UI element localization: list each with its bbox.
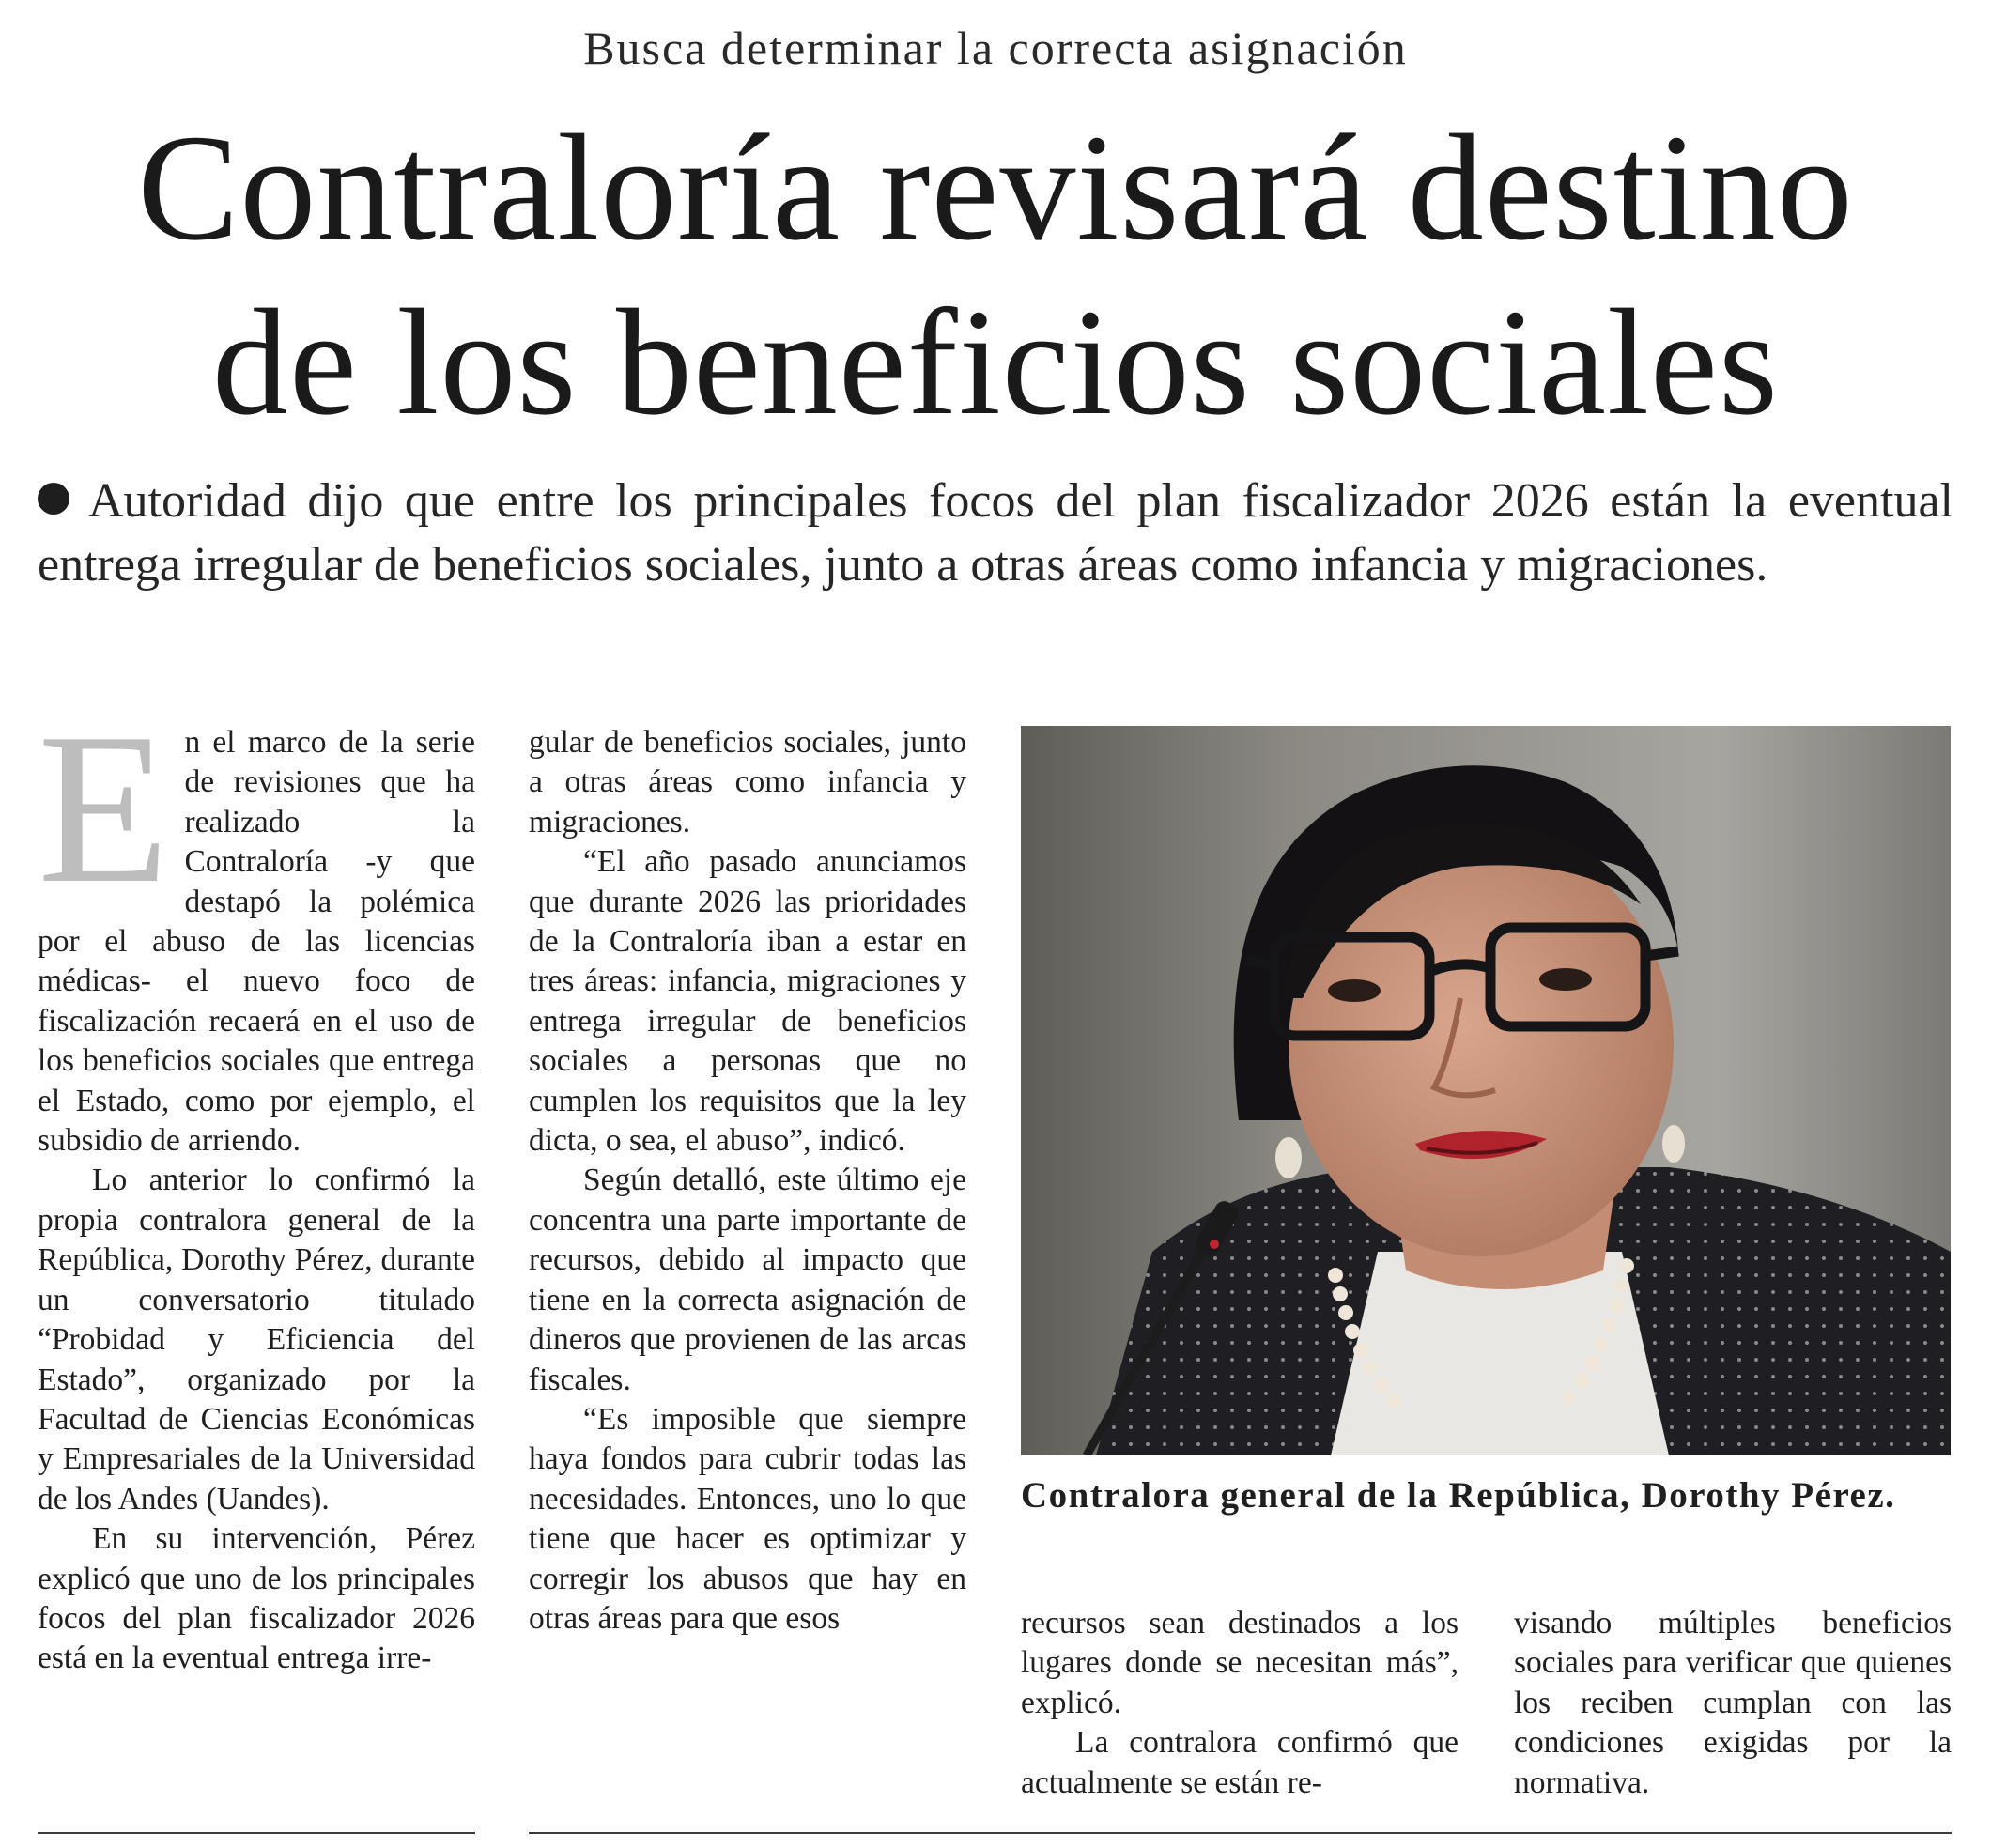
paragraph: La contralora confirmó que actualmente se están re- xyxy=(1021,1725,1459,1800)
paragraph: visando múltiples beneficios sociales para verificar que quienes los reciben cumplan con las condiciones exigidas por la normativa. xyxy=(1514,1606,1952,1800)
summary-lead xyxy=(38,470,1953,597)
paragraph: “El año pasado anunciamos que durante 2026 las prioridades de la Contraloría iban a estar en tres áreas: infancia, migraciones y entrega irregular de beneficios sociales a personas que no cumplen los requisitos que la ley dicta, o sea, el abuso”, indicó. xyxy=(529,844,966,1159)
headline-line-2: de los beneficios sociales xyxy=(212,279,1779,447)
paragraph: “Es imposible que siempre haya fondos para cubrir todas las necesidades. Entonces, uno lo que tiene que hacer es optimizar y corregir los abusos que hay en otras áreas para que esos xyxy=(529,1401,966,1636)
paragraph: recursos sean destinados a los lugares donde se necesitan más”, explicó. xyxy=(1021,1606,1459,1720)
kicker: Busca determinar la correcta asignación xyxy=(583,22,1408,74)
article-column-2 xyxy=(529,723,966,1812)
paragraph: En su intervención, Pérez explicó que uno de los principales focos del plan fiscalizador 2026 está en la eventual entrega irre- xyxy=(38,1521,475,1676)
bottom-rule-right xyxy=(529,1832,1952,1834)
news-photo xyxy=(1021,726,1951,1455)
paragraph: gular de beneficios sociales, junto a otras áreas como infancia y migraciones. xyxy=(529,725,966,839)
paragraph: Según detalló, este último eje concentra una parte importante de recursos, debido al impacto que tiene en la correcta asignación de dineros que provienen de las arcas fiscales. xyxy=(529,1163,966,1397)
summary-text: Autoridad dijo que entre los principales focos del plan fiscalizador 2026 están la eventual entrega irregular de beneficios sociales, junto a otras áreas como infancia y migraciones. xyxy=(38,474,1953,592)
bottom-rule-left xyxy=(38,1832,475,1834)
headline-line-1: Contraloría revisará destino xyxy=(137,104,1854,272)
photo-caption: Contralora general de la República, Dorothy Pérez. xyxy=(1021,1475,1896,1516)
article-column-4 xyxy=(1514,1604,1952,1812)
paragraph: Lo anterior lo confirmó la propia contralora general de la República, Dorothy Pérez, durante un conversatorio titulado “Probidad y Eficiencia del Estado”, organizado por la Facultad de Ciencias Económicas y Empresariales de la Universidad de los Andes (Uandes). xyxy=(38,1163,475,1517)
article-column-3 xyxy=(1021,1604,1459,1812)
paragraph: n el marco de la serie de revisiones que ha realizado la Contraloría -y que destapó la polémica por el abuso de las licencias médicas- el nuevo foco de fiscalización recaerá en el uso de los beneficios sociales que entrega el Estado, como por ejemplo, el subsidio de arriendo. xyxy=(38,725,475,1159)
bullet-icon xyxy=(38,483,69,515)
article-column-1 xyxy=(38,723,475,1812)
headline xyxy=(38,101,1953,451)
drop-cap: E xyxy=(38,723,170,928)
